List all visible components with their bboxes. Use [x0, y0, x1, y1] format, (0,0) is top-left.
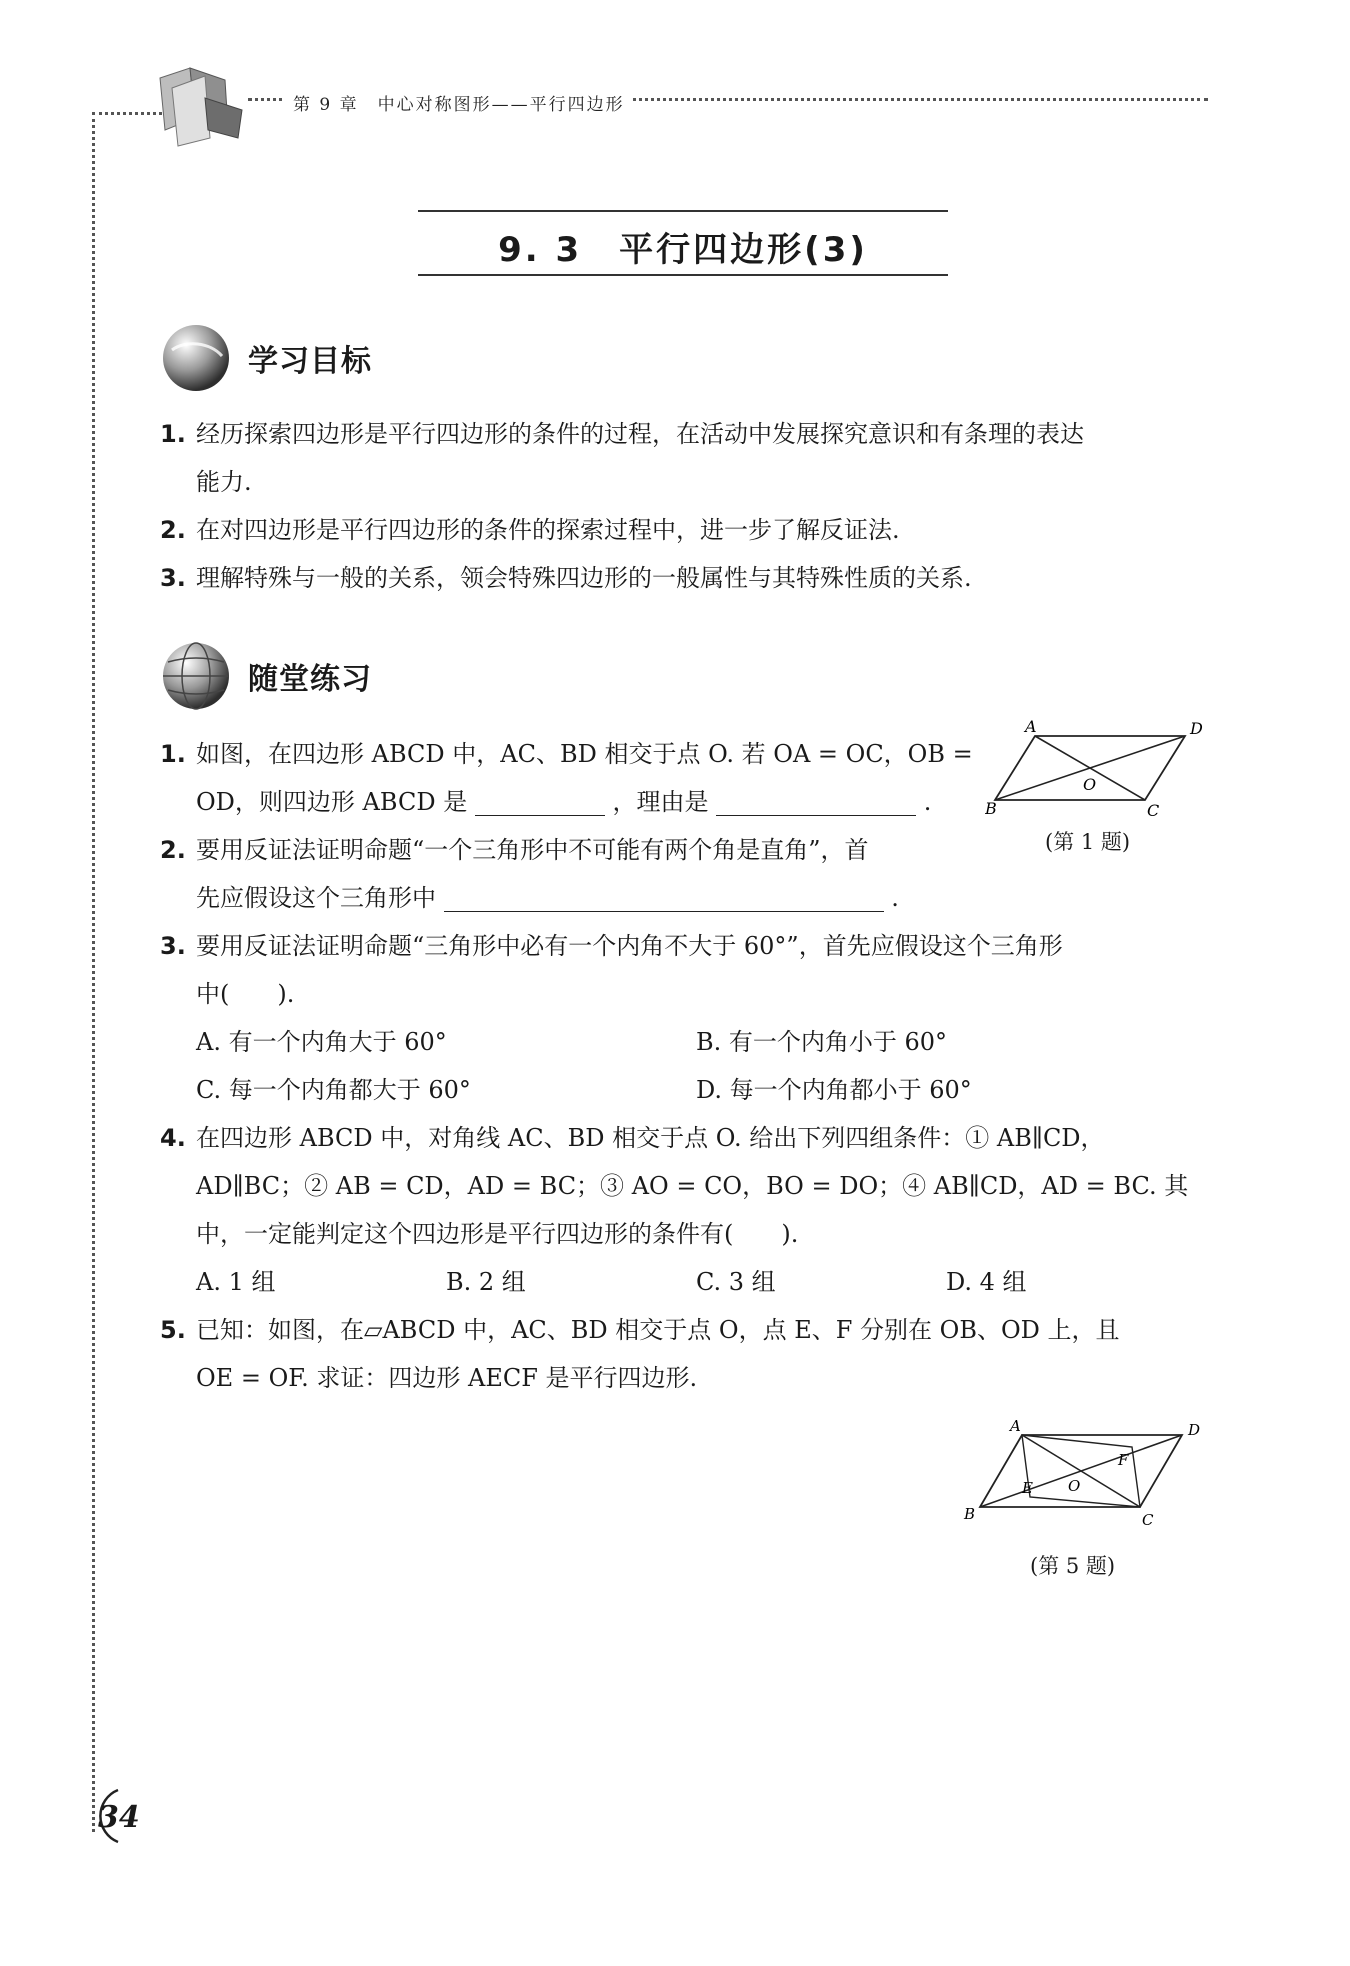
figure-1-caption: (第 1 题) [1045, 830, 1131, 854]
label-d: D [1188, 1421, 1201, 1439]
option-c[interactable]: C. 3 组 [696, 1268, 776, 1296]
label-c: C [1147, 801, 1160, 818]
figure-5-caption: (第 5 题) [1030, 1554, 1116, 1578]
question-3-line2: 中( ). [196, 980, 295, 1008]
option-c[interactable]: C. 每一个内角都大于 60° [196, 1076, 471, 1104]
question-3-options-row1 [160, 1018, 1220, 1066]
question-5-line2: OE = OF. 求证：四边形 AECF 是平行四边形. [196, 1364, 698, 1392]
label-o: O [1068, 1477, 1081, 1495]
objective-item: 3. 理解特殊与一般的关系，领会特殊四边形的一般属性与其特殊性质的关系. [160, 564, 972, 592]
question-4-line3: 中，一定能判定这个四边形是平行四边形的条件有( ). [196, 1220, 799, 1248]
option-b[interactable]: B. 2 组 [446, 1268, 526, 1296]
label-e: E [1022, 1479, 1033, 1497]
figure-5-parallelogram [960, 1415, 1210, 1535]
title-rule-bottom [418, 274, 948, 276]
question-2: 2. 要用反证法证明命题“一个三角形中不可能有两个角是直角”，首 [160, 836, 869, 864]
objective-item: 2. 在对四边形是平行四边形的条件的探索过程中，进一步了解反证法. [160, 516, 900, 544]
objectives-list [160, 410, 1220, 602]
option-d[interactable]: D. 每一个内角都小于 60° [696, 1076, 972, 1104]
label-f: F [1118, 1451, 1129, 1469]
objective-item-cont: 能力. [196, 468, 252, 496]
label-d: D [1190, 719, 1203, 738]
globe-icon [160, 640, 232, 712]
question-3: 3. 要用反证法证明命题“三角形中必有一个内角不大于 60°”，首先应假设这个三角形 [160, 932, 1063, 960]
option-d[interactable]: D. 4 组 [946, 1268, 1027, 1296]
practice-header [160, 640, 372, 712]
question-1: 1. 如图，在四边形 ABCD 中，AC、BD 相交于点 O. 若 OA = OC，OB = [160, 740, 973, 768]
practice-heading: 随堂练习 [248, 662, 372, 697]
question-3-options-row2 [160, 1066, 1220, 1114]
question-2-line2: 先应假设这个三角形中 . [196, 884, 899, 912]
title-rule-top [418, 210, 948, 212]
question-1-line2: OD，则四边形 ABCD 是 ，理由是 . [196, 788, 932, 816]
objectives-heading: 学习目标 [248, 344, 372, 379]
option-b[interactable]: B. 有一个内角小于 60° [696, 1028, 948, 1056]
label-c: C [1142, 1511, 1154, 1529]
objectives-header [160, 322, 372, 394]
answer-blank[interactable] [444, 883, 884, 912]
option-a[interactable]: A. 1 组 [196, 1268, 276, 1296]
answer-blank[interactable] [716, 787, 916, 816]
question-5: 5. 已知：如图，在▱ABCD 中，AC、BD 相交于点 O，点 E、F 分别在 OB、OD 上，且 [160, 1316, 1120, 1344]
figure-1-parallelogram [985, 718, 1205, 818]
sphere-icon [160, 322, 232, 394]
label-a: A [1010, 1417, 1021, 1435]
book-logo-icon [150, 58, 250, 148]
option-a[interactable]: A. 有一个内角大于 60° [196, 1028, 447, 1056]
chapter-header: 第 9 章 中心对称图形——平行四边形 [285, 90, 633, 115]
question-4: 4. 在四边形 ABCD 中，对角线 AC、BD 相交于点 O. 给出下列四组条件：① AB∥CD， [160, 1124, 1105, 1152]
label-b: B [964, 1505, 976, 1523]
label-b: B [985, 799, 997, 818]
label-o: O [1083, 775, 1097, 794]
margin-dotted-line [92, 112, 95, 1832]
objective-item: 1. 经历探索四边形是平行四边形的条件的过程，在活动中发展探究意识和有条理的表达 [160, 420, 1084, 448]
page-number: 34 [98, 1800, 140, 1835]
question-4-line2: AD∥BC；② AB = CD，AD = BC；③ AO = CO，BO = DO；④ AB∥CD，AD = BC. 其 [196, 1172, 1189, 1200]
answer-blank[interactable] [475, 787, 605, 816]
label-a: A [1025, 718, 1037, 736]
question-4-options [160, 1258, 1220, 1306]
page-title: 9. 3 平行四边形(3) [498, 230, 868, 270]
